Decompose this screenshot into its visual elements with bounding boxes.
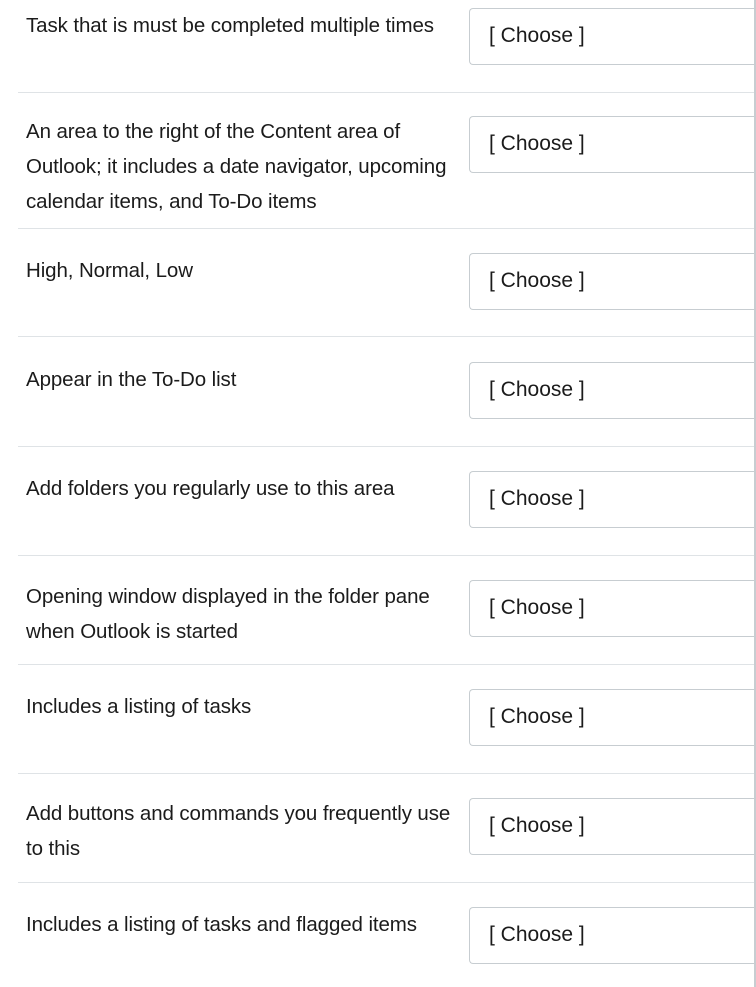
row-divider bbox=[18, 446, 756, 447]
row-divider bbox=[18, 555, 756, 556]
dropdown-selected-value: [ Choose ] bbox=[489, 269, 585, 292]
dropdown-selected-value: [ Choose ] bbox=[489, 487, 585, 510]
row-divider bbox=[18, 882, 756, 883]
answer-dropdown[interactable] bbox=[469, 580, 756, 637]
answer-dropdown[interactable] bbox=[469, 8, 756, 65]
question-prompt: Includes a listing of tasks and flagged items bbox=[26, 913, 417, 936]
question-prompt: An area to the right of the Content area of Outlook; it includes a date navigator, upcoming calendar items, and To-Do items bbox=[26, 120, 447, 213]
question-prompt: Appear in the To-Do list bbox=[26, 368, 237, 391]
dropdown-selected-value: [ Choose ] bbox=[489, 923, 585, 946]
question-prompt: High, Normal, Low bbox=[26, 259, 193, 282]
answer-dropdown[interactable] bbox=[469, 798, 756, 855]
row-divider bbox=[18, 336, 756, 337]
answer-dropdown[interactable] bbox=[469, 471, 756, 528]
answer-dropdown[interactable] bbox=[469, 116, 756, 173]
answer-dropdown[interactable] bbox=[469, 689, 756, 746]
answer-dropdown[interactable] bbox=[469, 907, 756, 964]
row-divider bbox=[18, 773, 756, 774]
dropdown-selected-value: [ Choose ] bbox=[489, 24, 585, 47]
row-divider bbox=[18, 664, 756, 665]
answer-dropdown[interactable] bbox=[469, 362, 756, 419]
dropdown-selected-value: [ Choose ] bbox=[489, 132, 585, 155]
dropdown-selected-value: [ Choose ] bbox=[489, 596, 585, 619]
dropdown-selected-value: [ Choose ] bbox=[489, 705, 585, 728]
question-prompt: Add buttons and commands you frequently use to this bbox=[26, 802, 451, 860]
row-divider bbox=[18, 92, 756, 93]
dropdown-selected-value: [ Choose ] bbox=[489, 378, 585, 401]
row-divider bbox=[18, 228, 756, 229]
question-prompt: Opening window displayed in the folder pane when Outlook is started bbox=[26, 585, 430, 643]
question-prompt: Task that is must be completed multiple times bbox=[26, 14, 434, 37]
dropdown-selected-value: [ Choose ] bbox=[489, 814, 585, 837]
answer-dropdown[interactable] bbox=[469, 253, 756, 310]
question-prompt: Includes a listing of tasks bbox=[26, 695, 252, 718]
question-prompt: Add folders you regularly use to this area bbox=[26, 477, 395, 500]
